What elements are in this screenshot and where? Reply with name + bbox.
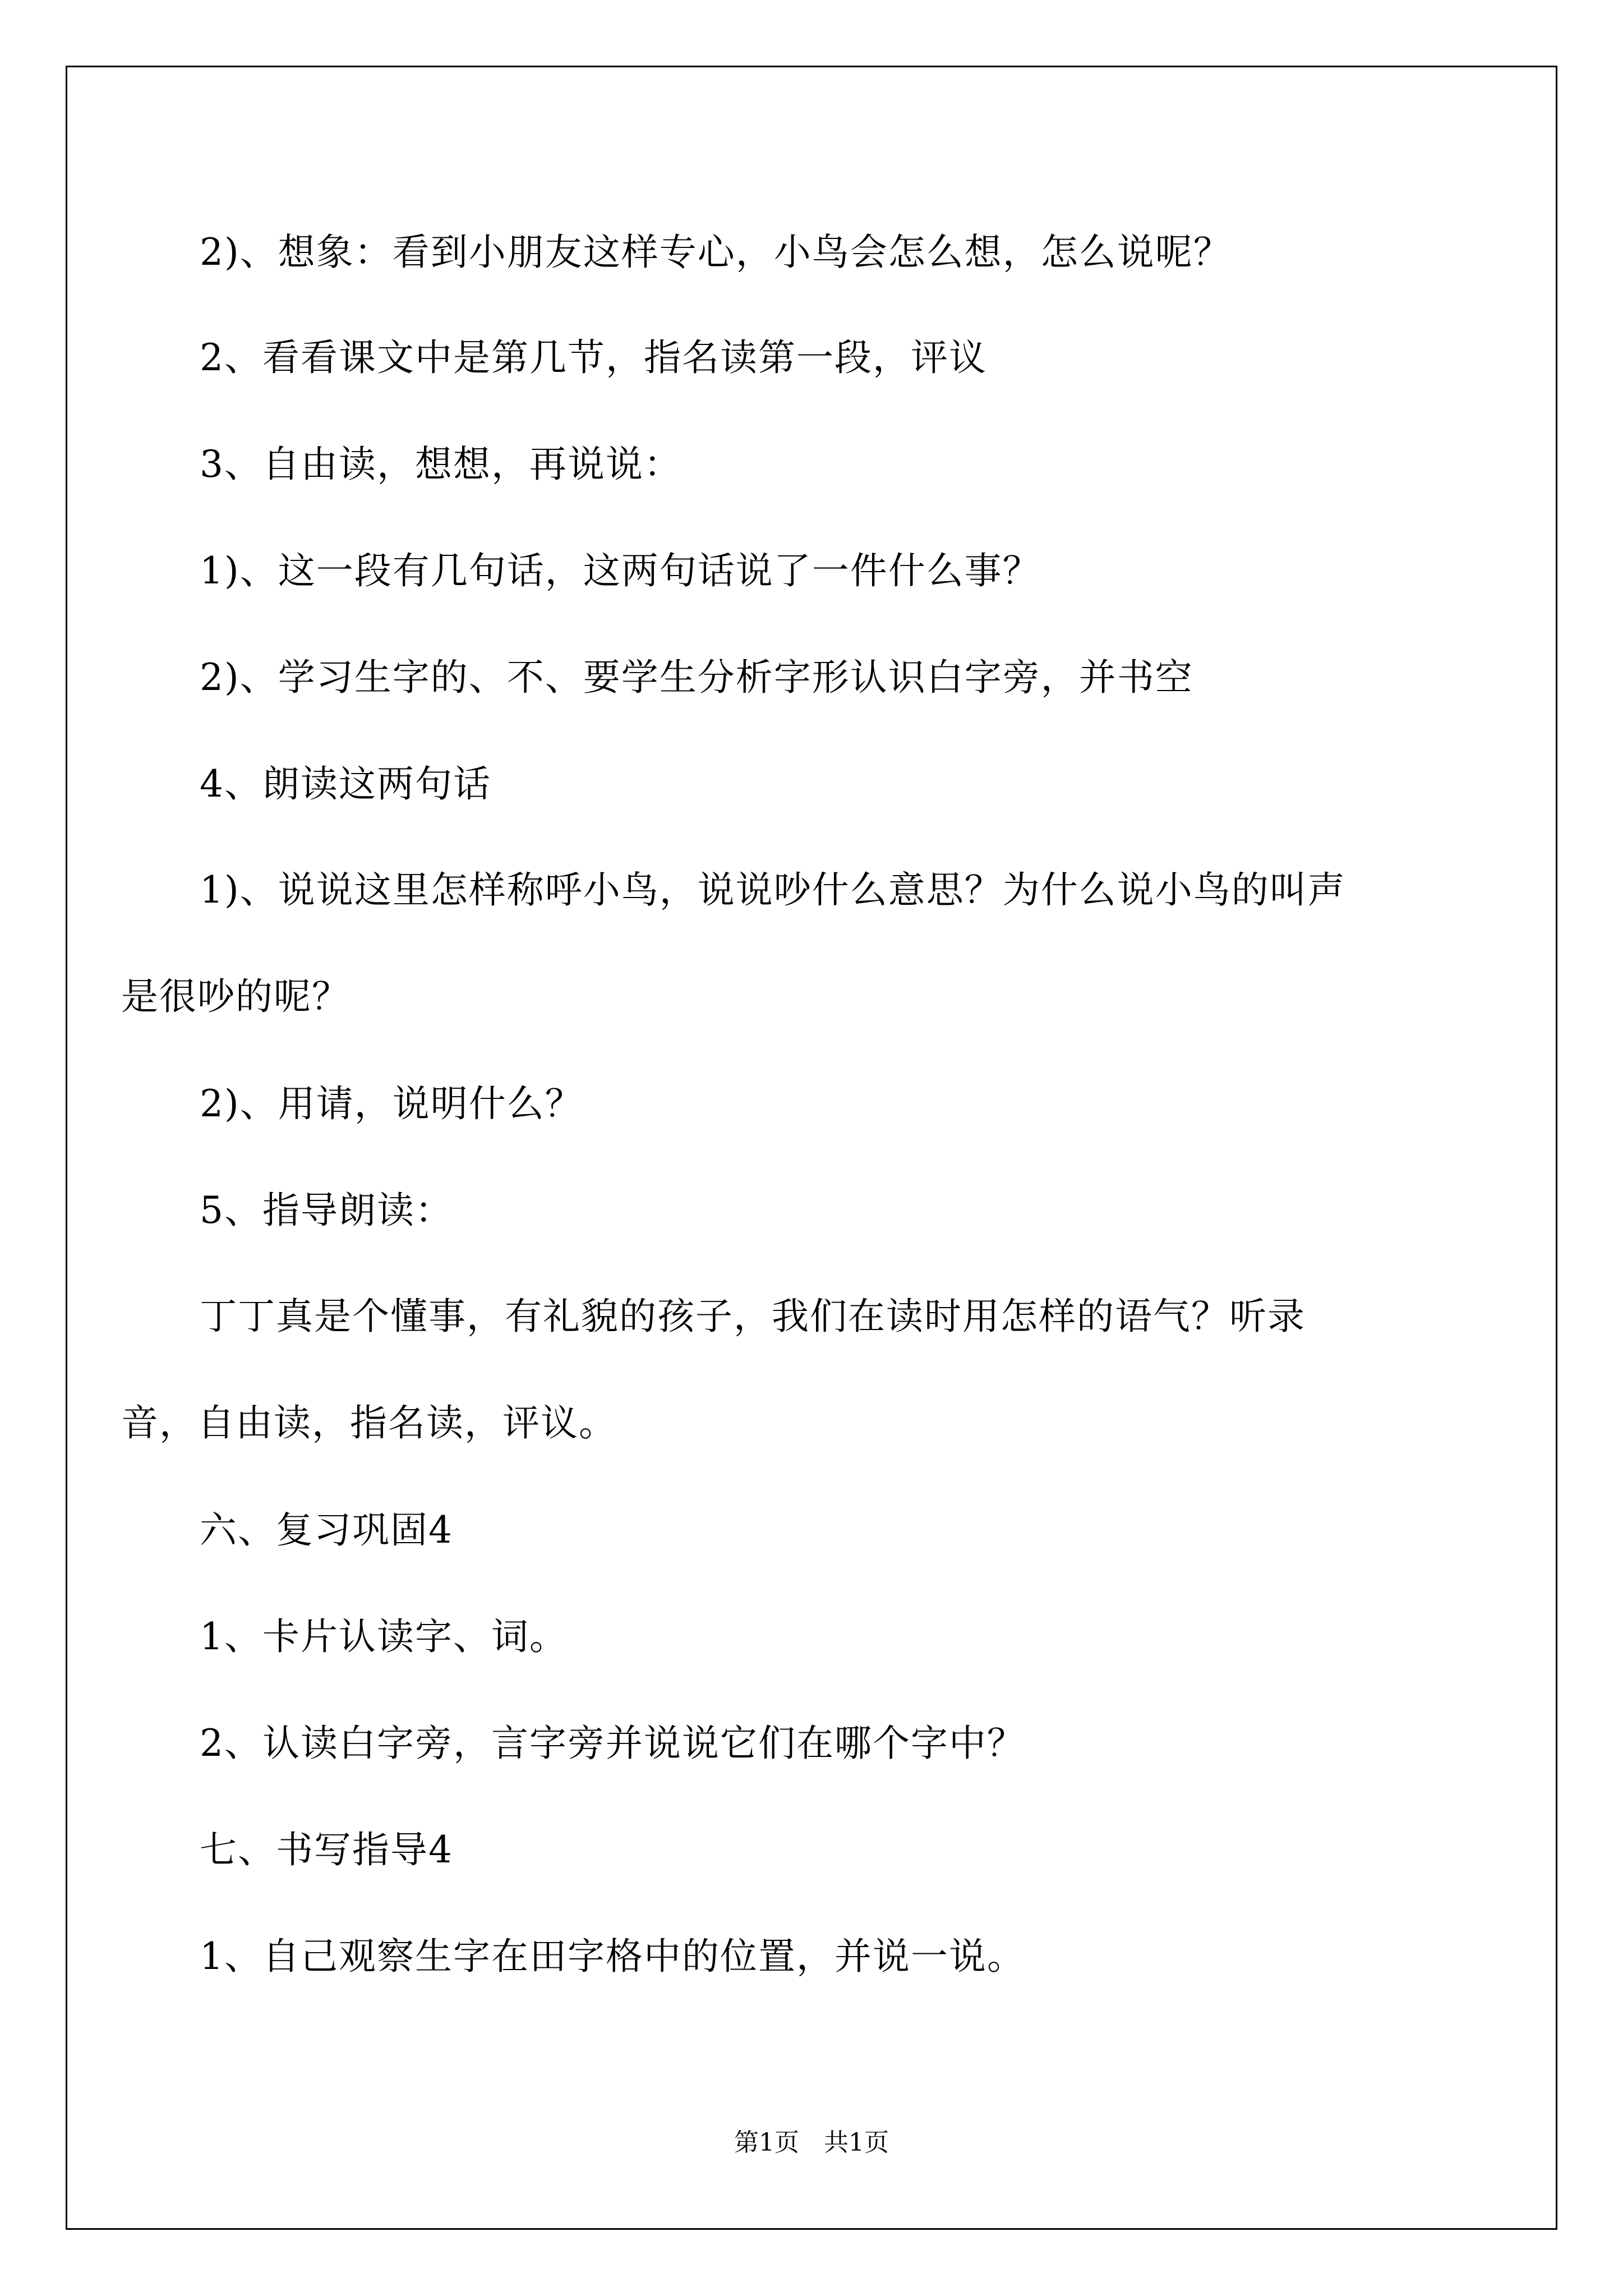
paragraph: 2)、想象：看到小朋友这样专心，小鸟会怎么想，怎么说呢？: [200, 231, 1232, 274]
paragraph: 丁丁真是个懂事，有礼貌的孩子，我们在读时用怎样的语气？听录音，自由读，指名读，评议。: [121, 1295, 1306, 1444]
paragraph: 2、认读白字旁，言字旁并说说它们在哪个字中？: [200, 1722, 1025, 1765]
section-heading: 六、复习巩固4: [200, 1508, 453, 1552]
page-footer: 第1页 共1页: [734, 2128, 889, 2157]
paragraph: 1、自己观察生字在田字格中的位置，并说一说。: [200, 1935, 1025, 1978]
paragraph: 1)、这一段有几句话，这两句话说了一件什么事？: [200, 549, 1041, 592]
paragraph: 3、自由读，想想，再说说：: [200, 443, 682, 486]
paragraph: 2、看看课文中是第几节，指名读第一段，评议: [200, 336, 987, 379]
paragraph: 5、指导朗读：: [200, 1189, 453, 1232]
paragraph: 2)、用请，说明什么？: [200, 1082, 583, 1125]
paragraph: 2)、学习生字的、不、要学生分析字形认识白字旁，并书空: [200, 656, 1193, 699]
section-heading: 七、书写指导4: [200, 1828, 453, 1871]
paragraph: 1、卡片认读字、词。: [200, 1615, 568, 1658]
paragraph: 1)、说说这里怎样称呼小鸟，说说吵什么意思？为什么说小鸟的叫声是很吵的呢？: [121, 868, 1346, 1018]
page-border: [66, 66, 1557, 2230]
paragraph: 4、朗读这两句话: [200, 762, 491, 806]
